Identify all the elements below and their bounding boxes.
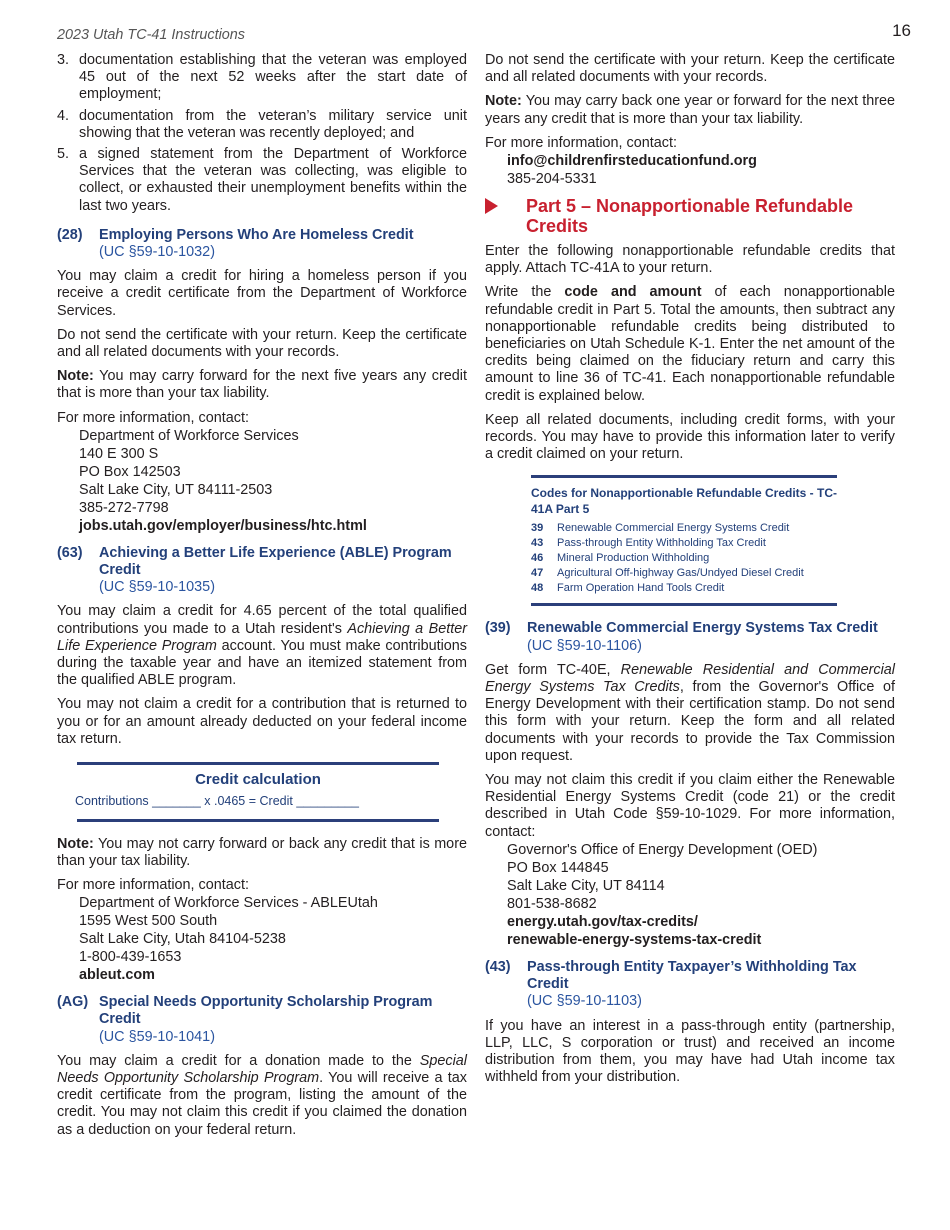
contact-block: Governor's Office of Energy Development (OED) PO Box 144845 Salt Lake City, UT 84114 801-538-8682 energy.utah.gov/tax-credits/ renewable-energy-systems-tax-credit [485,841,895,949]
arrow-right-icon [485,198,498,214]
note: Note: You may not carry forward or back any credit that is more than your tax liability. [57,835,467,869]
code-row: 48 Farm Operation Hand Tools Credit [531,582,725,595]
page-number: 16 [892,21,911,40]
paragraph: Get form TC-40E, Renewable Residential and Commercial Energy Systems Tax Credits, from the Governor's Office of Energy Development with their certification stamp. Do not send this form with your return. Keep the form and all related documents with your records to provide the Tax Commission upon request. [485,661,895,764]
note: Note: You may carry back one year or forward for the next three years any credit that is more than your tax liability. [485,93,895,127]
website-link[interactable]: ableut.com [79,967,155,984]
list-item: 4. documentation from the veteran’s military service unit showing that the veteran was recently deployed; and [57,107,467,141]
contact-intro: For more information, contact: [485,134,677,151]
veteran-documents-list [57,52,467,215]
email-link[interactable]: info@childrenfirsteducationfund.org [507,153,757,170]
paragraph: Do not send the certificate with your return. Keep the certificate and all related documents with your records. [57,326,467,361]
credit-calculation-box [77,762,439,821]
section-heading-28: (28) Employing Persons Who Are Homeless Credit (UC §59-10-1032) [57,226,414,261]
paragraph: Do not send the certificate with your return. Keep the certificate and all related documents with your records. [485,52,895,86]
contact-block: info@childrenfirsteducationfund.org 385-204-5331 [485,152,895,188]
website-link[interactable]: energy.utah.gov/tax-credits/ [507,913,698,930]
contact-block: Department of Workforce Services - ABLEUtah 1595 West 500 South Salt Lake City, Utah 84104-5238 1-800-439-1653 ableut.com [57,894,467,984]
right-column [485,52,895,1093]
code-row: 39 Renewable Commercial Energy Systems Credit [531,522,790,535]
paragraph: Write the code and amount of each nonapportionable refundable credit in Part 5. Total the amounts, then subtract any nonapportionable refundable credits being distributed to beneficiaries on Utah Schedule K-1. Enter the net amount of the credits being claimed on the fiduciary return and carry this amount to line 36 of TC-41. Each nonapportionable refundable credit is explained below. [485,284,895,404]
contact-intro: For more information, contact: [57,409,249,426]
website-link[interactable]: renewable-energy-systems-tax-credit [507,931,762,948]
code-row: 47 Agricultural Off-highway Gas/Undyed Diesel Credit [531,567,804,580]
paragraph: Keep all related documents, including credit forms, with your records. You may have to provide this information later to verify a credit claimed on your return. [485,411,895,463]
credit-codes-box [531,475,837,606]
calc-title: Credit calculation [195,771,321,789]
calc-formula: Contributions _______ x .0465 = Credit _________ [75,794,359,809]
contact-block: Department of Workforce Services 140 E 300 S PO Box 142503 Salt Lake City, UT 84111-2503 385-272-7798 jobs.utah.gov/employer/business/htc.html [57,427,467,535]
website-link[interactable]: jobs.utah.gov/employer/business/htc.html [79,517,367,534]
code-row: 43 Pass-through Entity Withholding Tax Credit [531,537,766,550]
paragraph: You may not claim this credit if you claim either the Renewable Residential Energy Systems Credit (code 21) or the credit described in Utah Code §59-10-1029. For more information, contact: [485,772,895,840]
section-heading-ag: (AG) Special Needs Opportunity Scholarship Program Credit (UC §59-10-1041) [57,994,433,1045]
left-column [57,52,467,1146]
document-title: 2023 Utah TC-41 Instructions [57,27,245,43]
list-item: 3. documentation establishing that the veteran was employed 45 out of the next 52 weeks after the start date of employment; [57,52,467,103]
codes-title: Codes for Nonapportionable Refundable Credits - TC-41A Part 5 [531,486,838,517]
contact-intro: For more information, contact: [57,876,249,893]
section-heading-43: (43) Pass-through Entity Taxpayer’s Withholding Tax Credit (UC §59-10-1103) [485,958,857,1010]
section-heading-39: (39) Renewable Commercial Energy Systems Tax Credit (UC §59-10-1106) [485,620,878,654]
paragraph: You may claim a credit for 4.65 percent of the total qualified contributions you made to a Utah resident's Achieving a Better Life Experience Program account. You must make contributions during the taxable year and have an itemized statement from the qualified ABLE program. [57,603,467,689]
list-item: 5. a signed statement from the Department of Workforce Services that the veteran was collecting, was eligible to collect, or exhausted their unemployment benefits within the last two years. [57,146,467,214]
code-row: 46 Mineral Production Withholding [531,552,710,565]
part5-heading: Part 5 – Nonapportionable Refundable Credits [485,196,895,236]
paragraph: If you have an interest in a pass-through entity (partnership, LLP, LLC, S corporation or trust) and received an income distribution from them, you may have had Utah income tax withheld from your distribution. [485,1017,895,1086]
paragraph: Enter the following nonapportionable refundable credits that apply. Attach TC-41A to your return. [485,243,895,277]
paragraph: You may claim a credit for a donation made to the Special Needs Opportunity Scholarship Program. You will receive a tax credit certificate from the program, listing the amount of the credit. You may not claim this credit if you claimed the donation as a deduction on your federal return. [57,1052,467,1138]
paragraph: You may not claim a credit for a contribution that is returned to you or for an amount already deducted on your federal income tax return. [57,696,467,747]
paragraph: You may claim a credit for hiring a homeless person if you receive a credit certificate from the Department of Workforce Services. [57,268,467,319]
note: Note: You may carry forward for the next five years any credit that is more than your tax liability. [57,368,467,402]
section-heading-63: (63) Achieving a Better Life Experience (ABLE) Program Credit (UC §59-10-1035) [57,544,452,596]
